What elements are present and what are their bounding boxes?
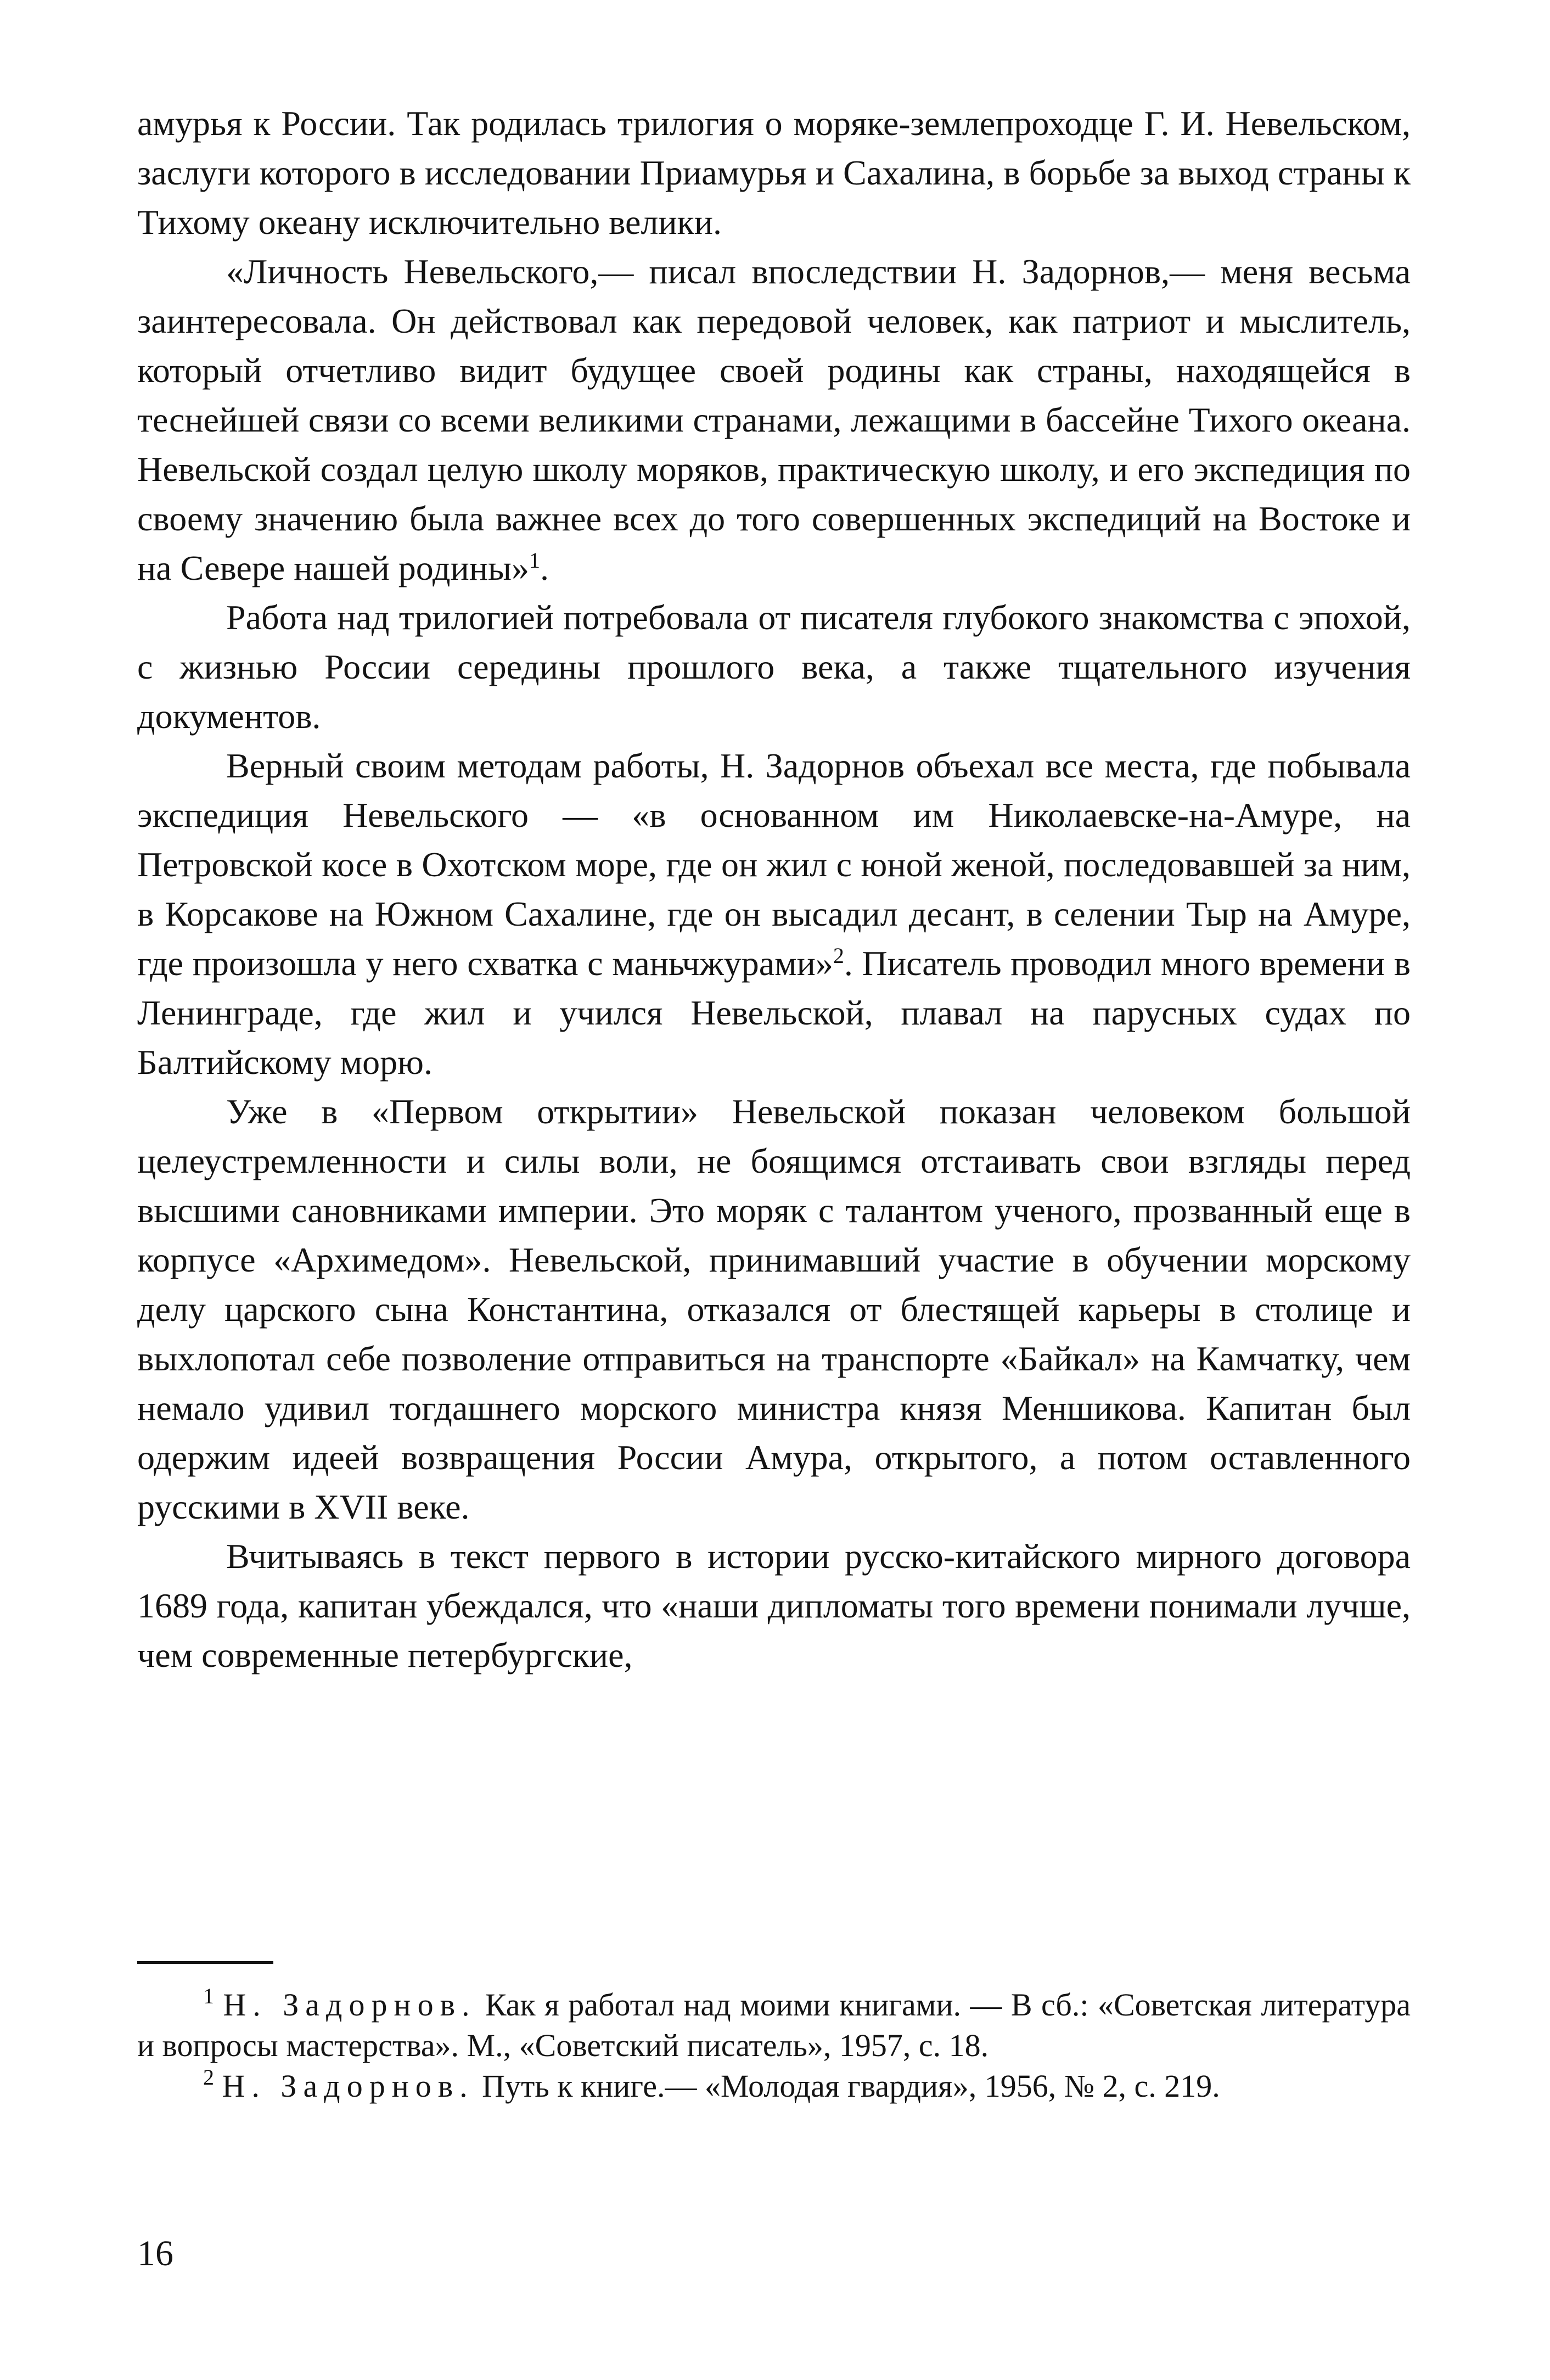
paragraph-5: Уже в «Первом открытии» Невельской показан человеком большой целеустремленности и силы воли, не боящимся отстаивать свои взгляды перед высшими сановниками империи. Это моряк с талантом ученого, прозванный еще в корпусе «Архимедом». Невельской, принимавший участие в обучении морскому делу царского сына Константина, отказался от блестящей карьеры в столице и выхлопотал себе позволение отправиться на транспорте «Байкал» на Камчатку, чем немало удивил тогдашнего морского министра князя Меншикова. Капитан был одержим идеей возвращения России Амура, открытого, а потом оставленного русскими в XVII веке.	[137, 1092, 1411, 1526]
footnotes	[137, 1985, 1411, 2107]
paragraph-1: амурья к России. Так родилась трилогия о моряке-землепроходце Г. И. Невельском, заслуги которого в исследовании Приамурья и Сахалина, в борьбе за выход страны к Тихому океану исключительно велики.	[137, 104, 1411, 242]
footnote-mark-1: 1	[203, 1984, 214, 2008]
footnote-ref-2: 2	[833, 943, 844, 968]
paragraph-3: Работа над трилогией потребовала от писателя глубокого знакомства с эпохой, с жизнью России середины прошлого века, а также тщательного изучения документов.	[137, 598, 1411, 736]
footnote-1: $^1$ Н. Задорнов. Как я работал над моими книгами. — В сб.: «Советская литература и вопросы мастерства». М., «Советский писатель», 1957, с. 18.	[137, 1984, 1411, 2063]
footnote-ref-1: 1	[529, 548, 540, 573]
footnote-2: $^2$ Н. Задорнов. Путь к книге.— «Молодая гвардия», 1956, № 2, с. 219.	[203, 2065, 1220, 2104]
footnote-author-2: Н. Задорнов.	[222, 2068, 474, 2104]
main-text	[137, 99, 1411, 1680]
paragraph-2-quote: «Личность Невельского,— писал впоследствии Н. Задорнов,— меня весьма заинтересовала. Он действовал как передовой человек, как патриот и мыслитель, который отчетливо видит будущее своей родины как страны, находящейся в теснейшей связи со всеми великими странами, лежащими в бассейне Тихого океана. Невельской создал целую школу моряков, практическую школу, и его экспедиция по своему значению была важнее всех до того совершенных экспедиций на Востоке и на Севере нашей родины»$^1$.	[137, 252, 1411, 587]
footnote-author-1: Н. Задорнов.	[223, 1987, 476, 2023]
paragraph-4: Верный своим методам работы, Н. Задорнов объехал все места, где побывала экспедиция Невельского — «в основанном им Николаевске-на-Амуре, на Петровской косе в Охотском море, где он жил с юной женой, последовавшей за ним, в Корсакове на Южном Сахалине, где он высадил десант, в селении Тыр на Амуре, где произошла у него схватка с маньчжурами»$^2$. Писатель проводил много времени в Ленинграде, где жил и учился Невельской, плавал на парусных судах по Балтийскому морю.	[137, 746, 1411, 1082]
footnote-mark-2: 2	[203, 2065, 214, 2090]
page-number: 16	[137, 2233, 173, 2273]
paragraph-6: Вчитываясь в текст первого в истории русско-китайского мирного договора 1689 года, капитан убеждался, что «наши дипломаты того времени понимали лучше, чем современные петербургские,	[137, 1537, 1411, 1675]
footnote-divider	[137, 1961, 273, 1964]
